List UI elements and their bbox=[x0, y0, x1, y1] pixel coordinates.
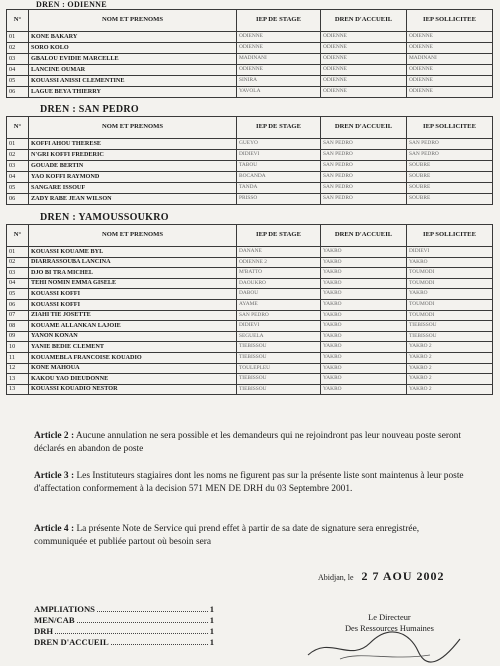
row-iep-sollicitee: TOUMODI bbox=[407, 299, 493, 310]
column-header: IEP SOLLICITEE bbox=[407, 225, 493, 247]
row-dren-accueil: YAKRO bbox=[321, 278, 407, 289]
row-iep-sollicitee: ODIENNE bbox=[407, 43, 493, 54]
row-iep-stage: TIEBISSOU bbox=[237, 342, 321, 353]
row-number: 04 bbox=[7, 172, 29, 183]
section-title-yamoussoukro: DREN : YAMOUSSOUKRO bbox=[40, 212, 169, 223]
row-iep-sollicitee: ODIENNE bbox=[407, 65, 493, 76]
column-header: N° bbox=[7, 225, 29, 247]
column-header: IEP DE STAGE bbox=[237, 10, 321, 32]
column-header: DREN D'ACCUEIL bbox=[321, 10, 407, 32]
row-name: ZADY RABE JEAN WILSON bbox=[29, 194, 237, 205]
date-stamp: 2 7 AOU 2002 bbox=[361, 569, 445, 583]
row-name: YANIE BEDIE CLEMENT bbox=[29, 342, 237, 353]
table-row bbox=[7, 310, 493, 321]
signature-line-2: Des Ressources Humaines bbox=[345, 624, 434, 633]
ampliation-count: 1 bbox=[209, 615, 214, 625]
row-dren-accueil: SAN PEDRO bbox=[321, 161, 407, 172]
article-4-text: La présente Note de Service qui prend effet à partir de sa date de signature sera enregistrée, communiquée et publiée partout où besoin sera bbox=[34, 524, 420, 547]
row-dren-accueil: YAKRO bbox=[321, 363, 407, 374]
date-line bbox=[318, 569, 445, 584]
row-dren-accueil: YAKRO bbox=[321, 374, 407, 385]
row-iep-sollicitee: SAN PEDRO bbox=[407, 139, 493, 150]
row-name: KAKOU YAO DIEUDONNE bbox=[29, 374, 237, 385]
row-iep-stage: DIDIEVI bbox=[237, 150, 321, 161]
row-number: 06 bbox=[7, 87, 29, 98]
row-name: KONE MAHOUA bbox=[29, 363, 237, 374]
row-iep-stage: AYAME bbox=[237, 299, 321, 310]
row-dren-accueil: YAKRO bbox=[321, 257, 407, 268]
table-row bbox=[7, 331, 493, 342]
row-iep-stage: YAVOLA bbox=[237, 87, 321, 98]
row-name: GOUADE BERTIN bbox=[29, 161, 237, 172]
row-iep-sollicitee: SAN PEDRO bbox=[407, 150, 493, 161]
article-4 bbox=[34, 523, 474, 549]
row-iep-stage: TIEBISSOU bbox=[237, 384, 321, 395]
row-number: 07 bbox=[7, 310, 29, 321]
table-row bbox=[7, 247, 493, 258]
row-name: KOUASSI KOUADIO NESTOR bbox=[29, 384, 237, 395]
row-iep-sollicitee: TOUMODI bbox=[407, 310, 493, 321]
row-name: LANCINE OUMAR bbox=[29, 65, 237, 76]
column-header: IEP SOLLICITEE bbox=[407, 10, 493, 32]
ampliations-list bbox=[34, 604, 214, 648]
row-number: 06 bbox=[7, 194, 29, 205]
ampliation-dots bbox=[77, 615, 208, 623]
table-row bbox=[7, 32, 493, 43]
ampliation-item bbox=[34, 604, 214, 615]
row-name: LAGUE BEYA THIERRY bbox=[29, 87, 237, 98]
row-name: KOUAME ALLANKAN LAJOIE bbox=[29, 321, 237, 332]
row-iep-sollicitee: DIDIEVI bbox=[407, 247, 493, 258]
row-iep-sollicitee: TIEBISSOU bbox=[407, 321, 493, 332]
row-name: KOUASSI KOFFI bbox=[29, 289, 237, 300]
table-row bbox=[7, 268, 493, 279]
article-2-text: Aucune annulation ne sera possible et les demandeurs qui ne rejoindront pas leur nouveau poste seront déclarés en abandon de poste bbox=[34, 431, 461, 454]
roster-table-yamoussoukro bbox=[6, 224, 493, 395]
row-iep-sollicitee: TIEBISSOU bbox=[407, 331, 493, 342]
row-iep-sollicitee: SOUBRE bbox=[407, 194, 493, 205]
row-number: 06 bbox=[7, 299, 29, 310]
section-title-odienne: DREN : ODIENNE bbox=[36, 0, 107, 9]
column-header: IEP DE STAGE bbox=[237, 225, 321, 247]
row-iep-stage: DANANE bbox=[237, 247, 321, 258]
ampliation-label: MEN/CAB bbox=[34, 615, 75, 625]
row-iep-stage: SINIRA bbox=[237, 76, 321, 87]
row-dren-accueil: ODIENNE bbox=[321, 32, 407, 43]
article-2-label: Article 2 : bbox=[34, 431, 75, 441]
table-row bbox=[7, 299, 493, 310]
row-iep-stage: TANDA bbox=[237, 183, 321, 194]
article-3 bbox=[34, 470, 474, 496]
row-number: 01 bbox=[7, 139, 29, 150]
date-place: Abidjan, le bbox=[318, 573, 354, 582]
table-row bbox=[7, 172, 493, 183]
table-row bbox=[7, 321, 493, 332]
ampliation-count: 1 bbox=[209, 637, 214, 647]
ampliation-dots bbox=[111, 637, 208, 645]
table-row bbox=[7, 65, 493, 76]
row-iep-stage: DAOUKRO bbox=[237, 278, 321, 289]
row-iep-stage: DIDIEVI bbox=[237, 321, 321, 332]
row-number: 08 bbox=[7, 321, 29, 332]
roster-table-san-pedro bbox=[6, 116, 493, 205]
row-name: DJO BI TRA MICHEL bbox=[29, 268, 237, 279]
row-dren-accueil: ODIENNE bbox=[321, 87, 407, 98]
row-dren-accueil: YAKRO bbox=[321, 342, 407, 353]
row-number: 13 bbox=[7, 374, 29, 385]
row-iep-stage: SEGUELA bbox=[237, 331, 321, 342]
row-number: 05 bbox=[7, 183, 29, 194]
row-dren-accueil: SAN PEDRO bbox=[321, 150, 407, 161]
row-iep-sollicitee: ODIENNE bbox=[407, 87, 493, 98]
table-row bbox=[7, 76, 493, 87]
row-number: 04 bbox=[7, 278, 29, 289]
row-name: N'GRI KOFFI FREDERIC bbox=[29, 150, 237, 161]
article-4-label: Article 4 : bbox=[34, 524, 75, 534]
section-title-san-pedro: DREN : SAN PEDRO bbox=[40, 104, 139, 115]
row-number: 12 bbox=[7, 363, 29, 374]
row-dren-accueil: ODIENNE bbox=[321, 76, 407, 87]
row-iep-sollicitee: SOUBRE bbox=[407, 172, 493, 183]
row-name: TEHI NOMIN EMMA GISELE bbox=[29, 278, 237, 289]
ampliation-item bbox=[34, 637, 214, 648]
header-row bbox=[7, 10, 493, 32]
ampliation-label: DRH bbox=[34, 626, 54, 636]
ampliation-item bbox=[34, 626, 214, 637]
row-iep-sollicitee: YAKRO bbox=[407, 289, 493, 300]
row-iep-sollicitee: YAKRO 2 bbox=[407, 363, 493, 374]
row-iep-sollicitee: YAKRO 2 bbox=[407, 342, 493, 353]
row-dren-accueil: YAKRO bbox=[321, 247, 407, 258]
row-number: 03 bbox=[7, 268, 29, 279]
row-iep-sollicitee: YAKRO 2 bbox=[407, 352, 493, 363]
column-header: N° bbox=[7, 117, 29, 139]
row-number: 03 bbox=[7, 54, 29, 65]
table-row bbox=[7, 150, 493, 161]
column-header: IEP SOLLICITEE bbox=[407, 117, 493, 139]
row-name: KOUASSI KOFFI bbox=[29, 299, 237, 310]
row-number: 05 bbox=[7, 76, 29, 87]
ampliation-dots bbox=[97, 604, 208, 612]
row-name: KONE BAKARY bbox=[29, 32, 237, 43]
column-header: N° bbox=[7, 10, 29, 32]
row-number: 03 bbox=[7, 161, 29, 172]
row-dren-accueil: ODIENNE bbox=[321, 65, 407, 76]
row-dren-accueil: ODIENNE bbox=[321, 54, 407, 65]
row-number: 01 bbox=[7, 32, 29, 43]
row-iep-sollicitee: YAKRO bbox=[407, 257, 493, 268]
ampliation-item bbox=[34, 615, 214, 626]
row-name: KOUAMEBLA FRANCOISE KOUADIO bbox=[29, 352, 237, 363]
table-row bbox=[7, 54, 493, 65]
row-dren-accueil: YAKRO bbox=[321, 289, 407, 300]
column-header: IEP DE STAGE bbox=[237, 117, 321, 139]
row-iep-sollicitee: YAKRO 2 bbox=[407, 384, 493, 395]
row-name: DIARRASSOUBA LANCINA bbox=[29, 257, 237, 268]
row-dren-accueil: YAKRO bbox=[321, 384, 407, 395]
row-name: ZIAHI TIE JOSETTE bbox=[29, 310, 237, 321]
row-iep-stage: TOULEPLEU bbox=[237, 363, 321, 374]
row-dren-accueil: YAKRO bbox=[321, 310, 407, 321]
row-iep-stage: TIEBISSOU bbox=[237, 352, 321, 363]
row-dren-accueil: YAKRO bbox=[321, 331, 407, 342]
row-iep-sollicitee: SOUBRE bbox=[407, 161, 493, 172]
row-iep-stage: MADINANI bbox=[237, 54, 321, 65]
row-iep-sollicitee: ODIENNE bbox=[407, 76, 493, 87]
table-row bbox=[7, 257, 493, 268]
column-header: NOM ET PRENOMS bbox=[29, 117, 237, 139]
row-iep-stage: ODIENNE bbox=[237, 43, 321, 54]
table-row bbox=[7, 363, 493, 374]
row-dren-accueil: YAKRO bbox=[321, 299, 407, 310]
row-number: 13 bbox=[7, 384, 29, 395]
row-dren-accueil: ODIENNE bbox=[321, 43, 407, 54]
table-row bbox=[7, 374, 493, 385]
column-header: NOM ET PRENOMS bbox=[29, 225, 237, 247]
row-iep-stage: M'BATTO bbox=[237, 268, 321, 279]
row-iep-sollicitee: MADINANI bbox=[407, 54, 493, 65]
row-number: 02 bbox=[7, 43, 29, 54]
table-row bbox=[7, 342, 493, 353]
table-row bbox=[7, 161, 493, 172]
ampliation-label: DREN D'ACCUEIL bbox=[34, 637, 109, 647]
row-number: 09 bbox=[7, 331, 29, 342]
row-iep-stage: GUEYO bbox=[237, 139, 321, 150]
row-dren-accueil: YAKRO bbox=[321, 321, 407, 332]
row-name: SANGARE ISSOUF bbox=[29, 183, 237, 194]
row-iep-stage: ODIENNE bbox=[237, 65, 321, 76]
table-row bbox=[7, 183, 493, 194]
ampliation-dots bbox=[55, 626, 208, 634]
row-dren-accueil: SAN PEDRO bbox=[321, 194, 407, 205]
row-name: YAO KOFFI RAYMOND bbox=[29, 172, 237, 183]
header-row bbox=[7, 117, 493, 139]
row-name: GBALOU EVIDIE MARCELLE bbox=[29, 54, 237, 65]
row-dren-accueil: SAN PEDRO bbox=[321, 139, 407, 150]
column-header: DREN D'ACCUEIL bbox=[321, 225, 407, 247]
row-iep-sollicitee: ODIENNE bbox=[407, 32, 493, 43]
row-iep-stage: TABOU bbox=[237, 161, 321, 172]
row-iep-stage: ODIENNE 2 bbox=[237, 257, 321, 268]
row-number: 04 bbox=[7, 65, 29, 76]
row-iep-stage: TIEBISSOU bbox=[237, 374, 321, 385]
row-iep-stage: DABOU bbox=[237, 289, 321, 300]
row-dren-accueil: YAKRO bbox=[321, 352, 407, 363]
article-2 bbox=[34, 430, 474, 456]
handwritten-signature bbox=[300, 625, 470, 665]
row-name: KOFFI AHOU THERESE bbox=[29, 139, 237, 150]
row-dren-accueil: SAN PEDRO bbox=[321, 183, 407, 194]
table-row bbox=[7, 139, 493, 150]
signature-line-1: Le Directeur bbox=[368, 613, 411, 622]
row-number: 02 bbox=[7, 150, 29, 161]
table-row bbox=[7, 194, 493, 205]
table-row bbox=[7, 43, 493, 54]
row-dren-accueil: SAN PEDRO bbox=[321, 172, 407, 183]
row-number: 11 bbox=[7, 352, 29, 363]
row-name: YANON KONAN bbox=[29, 331, 237, 342]
table-row bbox=[7, 384, 493, 395]
row-name: SORO KOLO bbox=[29, 43, 237, 54]
article-3-label: Article 3 : bbox=[34, 471, 75, 481]
ampliation-label: AMPLIATIONS bbox=[34, 604, 95, 614]
table-row bbox=[7, 289, 493, 300]
row-dren-accueil: YAKRO bbox=[321, 268, 407, 279]
column-header: NOM ET PRENOMS bbox=[29, 10, 237, 32]
row-iep-sollicitee: TOUMODI bbox=[407, 278, 493, 289]
row-number: 02 bbox=[7, 257, 29, 268]
row-number: 10 bbox=[7, 342, 29, 353]
row-iep-sollicitee: YAKRO 2 bbox=[407, 374, 493, 385]
table-row bbox=[7, 87, 493, 98]
row-number: 05 bbox=[7, 289, 29, 300]
row-iep-stage: PRISSO bbox=[237, 194, 321, 205]
row-name: KOUASSI ANISSI CLEMENTINE bbox=[29, 76, 237, 87]
column-header: DREN D'ACCUEIL bbox=[321, 117, 407, 139]
row-iep-sollicitee: TOUMODI bbox=[407, 268, 493, 279]
row-name: KOUASSI KOUAME BYL bbox=[29, 247, 237, 258]
row-iep-stage: BOCANDA bbox=[237, 172, 321, 183]
header-row bbox=[7, 225, 493, 247]
article-3-text: Les Instituteurs stagiaires dont les noms ne figurent pas sur la présente liste sont maintenus à leur poste d'affectation conformement à la decision 571 MEN DE DRH du 03 Septembre 2001. bbox=[34, 471, 464, 494]
row-iep-sollicitee: SOUBRE bbox=[407, 183, 493, 194]
row-number: 01 bbox=[7, 247, 29, 258]
row-iep-stage: SAN PEDRO bbox=[237, 310, 321, 321]
roster-table-odienne bbox=[6, 9, 493, 98]
ampliation-count: 1 bbox=[209, 626, 214, 636]
table-row bbox=[7, 278, 493, 289]
table-row bbox=[7, 352, 493, 363]
ampliation-count: 1 bbox=[209, 604, 214, 614]
row-iep-stage: ODIENNE bbox=[237, 32, 321, 43]
